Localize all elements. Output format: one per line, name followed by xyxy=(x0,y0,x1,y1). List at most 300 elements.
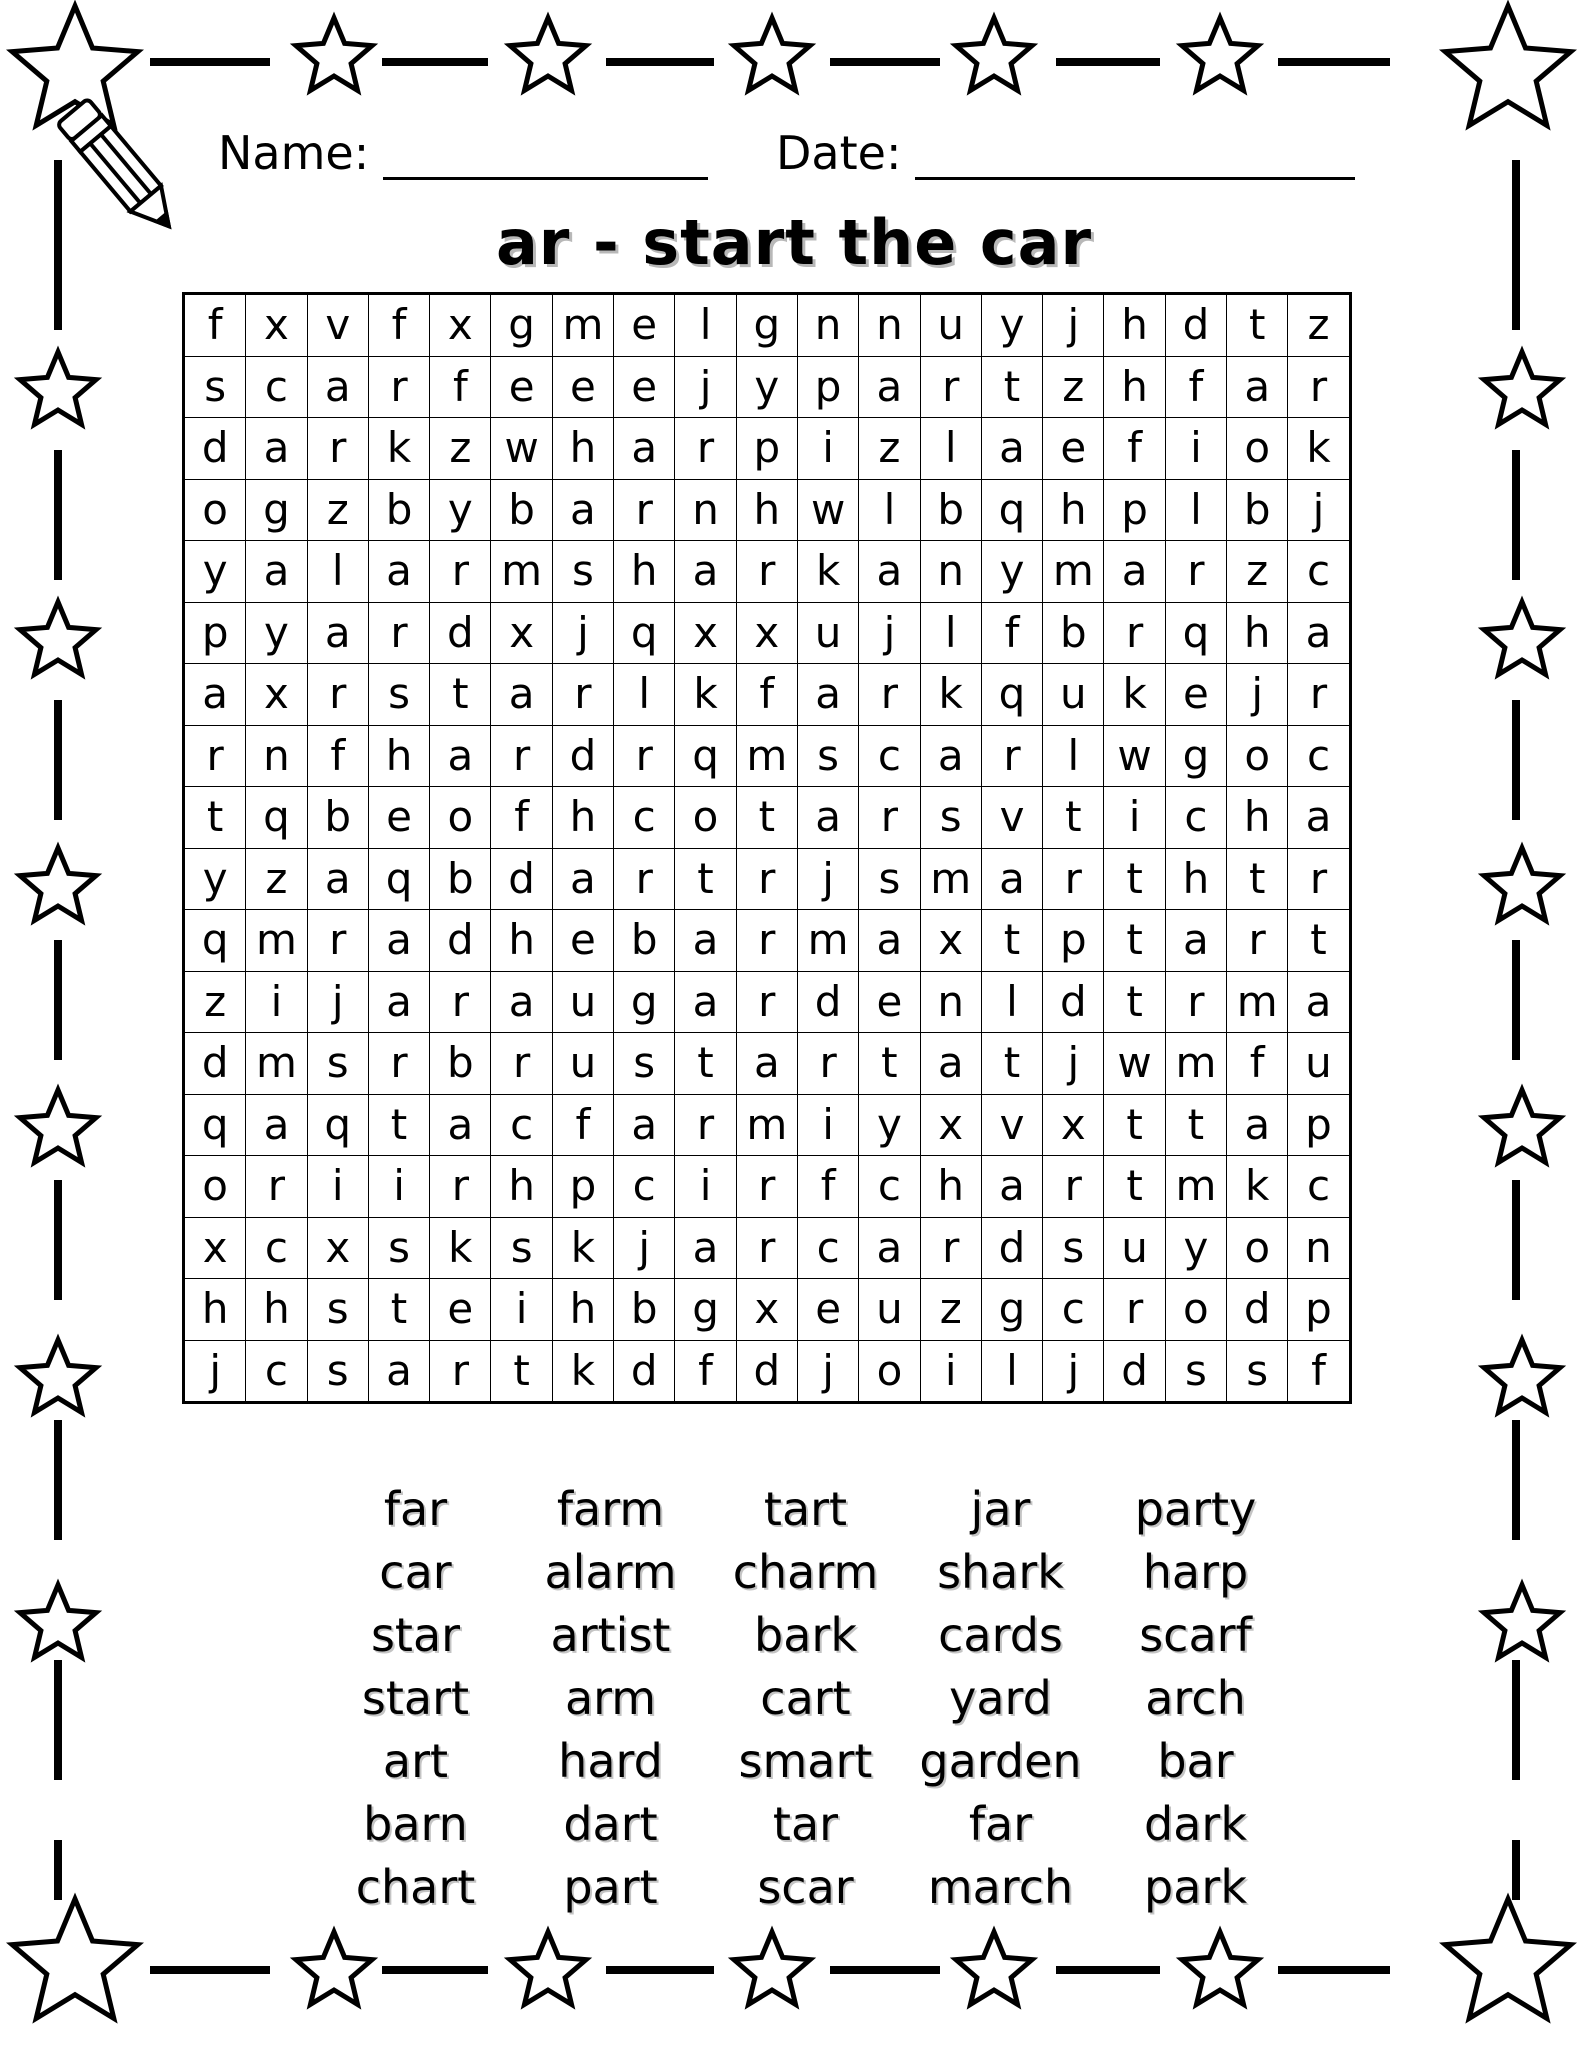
grid-cell[interactable]: r xyxy=(368,602,429,664)
grid-cell[interactable]: s xyxy=(307,1340,368,1403)
grid-cell[interactable]: c xyxy=(491,1094,552,1156)
grid-cell[interactable]: h xyxy=(1165,848,1226,910)
grid-cell[interactable]: d xyxy=(184,418,246,480)
grid-cell[interactable]: x xyxy=(184,1217,246,1279)
grid-cell[interactable]: a xyxy=(552,479,613,541)
grid-cell[interactable]: l xyxy=(981,1340,1042,1403)
grid-cell[interactable]: u xyxy=(920,294,981,357)
grid-cell[interactable]: m xyxy=(1165,1156,1226,1218)
grid-cell[interactable]: i xyxy=(797,1094,858,1156)
grid-cell[interactable]: k xyxy=(675,664,736,726)
grid-cell[interactable]: e xyxy=(491,356,552,418)
grid-cell[interactable]: f xyxy=(1227,1033,1288,1095)
grid-cell[interactable]: b xyxy=(307,787,368,849)
grid-cell[interactable]: q xyxy=(184,910,246,972)
grid-cell[interactable]: c xyxy=(1288,725,1350,787)
grid-cell[interactable]: a xyxy=(859,356,920,418)
grid-cell[interactable]: a xyxy=(859,1217,920,1279)
grid-cell[interactable]: q xyxy=(614,602,675,664)
grid-cell[interactable]: r xyxy=(368,356,429,418)
grid-cell[interactable]: v xyxy=(981,1094,1042,1156)
grid-cell[interactable]: e xyxy=(797,1279,858,1341)
grid-cell[interactable]: r xyxy=(1288,356,1350,418)
grid-cell[interactable]: x xyxy=(491,602,552,664)
grid-cell[interactable]: s xyxy=(1043,1217,1104,1279)
grid-cell[interactable]: c xyxy=(1288,1156,1350,1218)
date-blank[interactable] xyxy=(915,133,1355,180)
grid-cell[interactable]: t xyxy=(1104,1094,1165,1156)
grid-cell[interactable]: r xyxy=(675,418,736,480)
grid-cell[interactable]: l xyxy=(859,479,920,541)
grid-cell[interactable]: a xyxy=(491,664,552,726)
grid-cell[interactable]: r xyxy=(981,725,1042,787)
grid-cell[interactable]: l xyxy=(981,971,1042,1033)
grid-cell[interactable]: a xyxy=(981,418,1042,480)
grid-cell[interactable]: y xyxy=(981,294,1042,357)
grid-cell[interactable]: n xyxy=(1288,1217,1350,1279)
grid-cell[interactable]: o xyxy=(1227,725,1288,787)
grid-cell[interactable]: q xyxy=(184,1094,246,1156)
grid-cell[interactable]: p xyxy=(1043,910,1104,972)
grid-cell[interactable]: r xyxy=(614,848,675,910)
grid-cell[interactable]: a xyxy=(430,1094,491,1156)
grid-cell[interactable]: r xyxy=(1227,910,1288,972)
grid-cell[interactable]: r xyxy=(307,910,368,972)
grid-cell[interactable]: o xyxy=(184,479,246,541)
grid-cell[interactable]: a xyxy=(614,1094,675,1156)
grid-cell[interactable]: n xyxy=(859,294,920,357)
grid-cell[interactable]: j xyxy=(1288,479,1350,541)
grid-cell[interactable]: i xyxy=(368,1156,429,1218)
grid-cell[interactable]: q xyxy=(307,1094,368,1156)
grid-cell[interactable]: k xyxy=(1104,664,1165,726)
grid-cell[interactable]: k xyxy=(1288,418,1350,480)
grid-cell[interactable]: u xyxy=(1288,1033,1350,1095)
grid-cell[interactable]: a xyxy=(675,541,736,603)
grid-cell[interactable]: r xyxy=(736,1156,797,1218)
grid-cell[interactable]: i xyxy=(675,1156,736,1218)
grid-cell[interactable]: f xyxy=(797,1156,858,1218)
grid-cell[interactable]: k xyxy=(552,1340,613,1403)
grid-cell[interactable]: r xyxy=(552,664,613,726)
grid-cell[interactable]: h xyxy=(1043,479,1104,541)
grid-cell[interactable]: k xyxy=(797,541,858,603)
grid-cell[interactable]: a xyxy=(184,664,246,726)
grid-cell[interactable]: x xyxy=(430,294,491,357)
grid-cell[interactable]: t xyxy=(1104,848,1165,910)
grid-cell[interactable]: d xyxy=(430,602,491,664)
grid-cell[interactable]: b xyxy=(614,1279,675,1341)
grid-cell[interactable]: v xyxy=(981,787,1042,849)
grid-cell[interactable]: h xyxy=(920,1156,981,1218)
grid-cell[interactable]: a xyxy=(430,725,491,787)
grid-cell[interactable]: s xyxy=(1165,1340,1226,1403)
grid-cell[interactable]: l xyxy=(1165,479,1226,541)
grid-cell[interactable]: t xyxy=(1227,848,1288,910)
grid-cell[interactable]: j xyxy=(552,602,613,664)
grid-cell[interactable]: t xyxy=(368,1279,429,1341)
grid-cell[interactable]: y xyxy=(430,479,491,541)
grid-cell[interactable]: q xyxy=(246,787,307,849)
grid-cell[interactable]: r xyxy=(614,479,675,541)
grid-cell[interactable]: y xyxy=(184,541,246,603)
grid-cell[interactable]: a xyxy=(981,1156,1042,1218)
grid-cell[interactable]: r xyxy=(1165,541,1226,603)
grid-cell[interactable]: e xyxy=(552,356,613,418)
grid-cell[interactable]: i xyxy=(1165,418,1226,480)
grid-cell[interactable]: u xyxy=(1043,664,1104,726)
grid-cell[interactable]: l xyxy=(920,602,981,664)
grid-cell[interactable]: m xyxy=(246,910,307,972)
grid-cell[interactable]: m xyxy=(1043,541,1104,603)
grid-cell[interactable]: a xyxy=(859,910,920,972)
grid-cell[interactable]: f xyxy=(1288,1340,1350,1403)
grid-cell[interactable]: j xyxy=(184,1340,246,1403)
grid-cell[interactable]: t xyxy=(1165,1094,1226,1156)
grid-cell[interactable]: r xyxy=(430,1156,491,1218)
grid-cell[interactable]: t xyxy=(981,910,1042,972)
grid-cell[interactable]: q xyxy=(368,848,429,910)
grid-cell[interactable]: i xyxy=(1104,787,1165,849)
grid-cell[interactable]: o xyxy=(1227,1217,1288,1279)
grid-cell[interactable]: y xyxy=(859,1094,920,1156)
grid-cell[interactable]: t xyxy=(981,356,1042,418)
grid-cell[interactable]: h xyxy=(614,541,675,603)
grid-cell[interactable]: l xyxy=(920,418,981,480)
grid-cell[interactable]: a xyxy=(1288,602,1350,664)
grid-cell[interactable]: p xyxy=(552,1156,613,1218)
grid-cell[interactable]: o xyxy=(675,787,736,849)
grid-cell[interactable]: d xyxy=(1104,1340,1165,1403)
grid-cell[interactable]: r xyxy=(859,787,920,849)
grid-cell[interactable]: l xyxy=(307,541,368,603)
grid-cell[interactable]: j xyxy=(1227,664,1288,726)
grid-cell[interactable]: o xyxy=(859,1340,920,1403)
grid-cell[interactable]: a xyxy=(368,910,429,972)
grid-cell[interactable]: n xyxy=(920,971,981,1033)
grid-cell[interactable]: q xyxy=(981,479,1042,541)
grid-cell[interactable]: a xyxy=(1104,541,1165,603)
grid-cell[interactable]: j xyxy=(797,1340,858,1403)
grid-cell[interactable]: m xyxy=(491,541,552,603)
grid-cell[interactable]: k xyxy=(1227,1156,1288,1218)
grid-cell[interactable]: r xyxy=(1165,971,1226,1033)
grid-cell[interactable]: d xyxy=(430,910,491,972)
grid-cell[interactable]: r xyxy=(1043,1156,1104,1218)
grid-cell[interactable]: r xyxy=(736,1217,797,1279)
grid-cell[interactable]: s xyxy=(368,1217,429,1279)
grid-cell[interactable]: f xyxy=(491,787,552,849)
grid-cell[interactable]: v xyxy=(307,294,368,357)
grid-cell[interactable]: g xyxy=(736,294,797,357)
grid-cell[interactable]: s xyxy=(859,848,920,910)
grid-cell[interactable]: s xyxy=(1227,1340,1288,1403)
grid-cell[interactable]: a xyxy=(246,541,307,603)
grid-cell[interactable]: d xyxy=(552,725,613,787)
grid-cell[interactable]: r xyxy=(920,1217,981,1279)
grid-cell[interactable]: d xyxy=(614,1340,675,1403)
grid-cell[interactable]: m xyxy=(736,725,797,787)
grid-cell[interactable]: c xyxy=(1165,787,1226,849)
grid-cell[interactable]: y xyxy=(981,541,1042,603)
grid-cell[interactable]: z xyxy=(184,971,246,1033)
grid-cell[interactable]: a xyxy=(675,971,736,1033)
grid-cell[interactable]: i xyxy=(491,1279,552,1341)
grid-cell[interactable]: s xyxy=(614,1033,675,1095)
grid-cell[interactable]: i xyxy=(246,971,307,1033)
grid-cell[interactable]: q xyxy=(675,725,736,787)
grid-cell[interactable]: o xyxy=(1227,418,1288,480)
grid-cell[interactable]: b xyxy=(430,1033,491,1095)
grid-cell[interactable]: a xyxy=(1227,356,1288,418)
grid-cell[interactable]: a xyxy=(614,418,675,480)
grid-cell[interactable]: f xyxy=(368,294,429,357)
grid-cell[interactable]: t xyxy=(1227,294,1288,357)
grid-cell[interactable]: z xyxy=(1288,294,1350,357)
grid-cell[interactable]: c xyxy=(246,1340,307,1403)
grid-cell[interactable]: j xyxy=(797,848,858,910)
grid-cell[interactable]: e xyxy=(368,787,429,849)
grid-cell[interactable]: t xyxy=(1104,1156,1165,1218)
grid-cell[interactable]: o xyxy=(430,787,491,849)
grid-cell[interactable]: t xyxy=(430,664,491,726)
grid-cell[interactable]: g xyxy=(491,294,552,357)
grid-cell[interactable]: p xyxy=(797,356,858,418)
grid-cell[interactable]: m xyxy=(552,294,613,357)
grid-cell[interactable]: j xyxy=(859,602,920,664)
grid-cell[interactable]: i xyxy=(307,1156,368,1218)
grid-cell[interactable]: f xyxy=(430,356,491,418)
grid-cell[interactable]: g xyxy=(675,1279,736,1341)
grid-cell[interactable]: r xyxy=(1288,664,1350,726)
grid-cell[interactable]: r xyxy=(1043,848,1104,910)
grid-cell[interactable]: l xyxy=(1043,725,1104,787)
grid-cell[interactable]: a xyxy=(368,971,429,1033)
grid-cell[interactable]: r xyxy=(307,664,368,726)
grid-cell[interactable]: h xyxy=(1104,294,1165,357)
grid-cell[interactable]: t xyxy=(1043,787,1104,849)
grid-cell[interactable]: r xyxy=(1104,1279,1165,1341)
grid-cell[interactable]: i xyxy=(797,418,858,480)
grid-cell[interactable]: q xyxy=(981,664,1042,726)
grid-cell[interactable]: j xyxy=(614,1217,675,1279)
grid-cell[interactable]: k xyxy=(920,664,981,726)
grid-cell[interactable]: a xyxy=(920,725,981,787)
grid-cell[interactable]: t xyxy=(981,1033,1042,1095)
grid-cell[interactable]: t xyxy=(491,1340,552,1403)
grid-cell[interactable]: j xyxy=(307,971,368,1033)
grid-cell[interactable]: r xyxy=(1104,602,1165,664)
grid-cell[interactable]: g xyxy=(981,1279,1042,1341)
grid-cell[interactable]: c xyxy=(1043,1279,1104,1341)
grid-cell[interactable]: u xyxy=(552,971,613,1033)
grid-cell[interactable]: m xyxy=(1227,971,1288,1033)
grid-cell[interactable]: d xyxy=(1165,294,1226,357)
grid-cell[interactable]: r xyxy=(430,541,491,603)
grid-cell[interactable]: u xyxy=(552,1033,613,1095)
grid-cell[interactable]: m xyxy=(1165,1033,1226,1095)
grid-cell[interactable]: h xyxy=(491,1156,552,1218)
grid-cell[interactable]: z xyxy=(1227,541,1288,603)
grid-cell[interactable]: g xyxy=(614,971,675,1033)
grid-cell[interactable]: p xyxy=(1104,479,1165,541)
grid-cell[interactable]: r xyxy=(368,1033,429,1095)
grid-cell[interactable]: e xyxy=(430,1279,491,1341)
grid-cell[interactable]: e xyxy=(859,971,920,1033)
grid-cell[interactable]: k xyxy=(368,418,429,480)
grid-cell[interactable]: e xyxy=(552,910,613,972)
grid-cell[interactable]: a xyxy=(246,1094,307,1156)
grid-cell[interactable]: r xyxy=(430,1340,491,1403)
grid-cell[interactable]: f xyxy=(675,1340,736,1403)
grid-cell[interactable]: a xyxy=(368,1340,429,1403)
grid-cell[interactable]: a xyxy=(920,1033,981,1095)
grid-cell[interactable]: a xyxy=(981,848,1042,910)
grid-cell[interactable]: x xyxy=(920,1094,981,1156)
grid-cell[interactable]: r xyxy=(491,725,552,787)
grid-cell[interactable]: d xyxy=(1227,1279,1288,1341)
grid-cell[interactable]: s xyxy=(368,664,429,726)
grid-cell[interactable]: t xyxy=(859,1033,920,1095)
grid-cell[interactable]: n xyxy=(246,725,307,787)
grid-cell[interactable]: u xyxy=(797,602,858,664)
grid-cell[interactable]: p xyxy=(184,602,246,664)
grid-cell[interactable]: a xyxy=(1165,910,1226,972)
grid-cell[interactable]: x xyxy=(246,294,307,357)
grid-cell[interactable]: a xyxy=(1288,787,1350,849)
grid-cell[interactable]: u xyxy=(1104,1217,1165,1279)
grid-cell[interactable]: r xyxy=(246,1156,307,1218)
grid-cell[interactable]: p xyxy=(1288,1279,1350,1341)
grid-cell[interactable]: z xyxy=(430,418,491,480)
grid-cell[interactable]: k xyxy=(430,1217,491,1279)
grid-cell[interactable]: c xyxy=(859,725,920,787)
grid-cell[interactable]: c xyxy=(614,1156,675,1218)
grid-cell[interactable]: m xyxy=(736,1094,797,1156)
grid-cell[interactable]: b xyxy=(920,479,981,541)
grid-cell[interactable]: u xyxy=(859,1279,920,1341)
grid-cell[interactable]: y xyxy=(246,602,307,664)
grid-cell[interactable]: b xyxy=(491,479,552,541)
grid-cell[interactable]: s xyxy=(920,787,981,849)
grid-cell[interactable]: a xyxy=(859,541,920,603)
grid-cell[interactable]: w xyxy=(797,479,858,541)
grid-cell[interactable]: e xyxy=(1043,418,1104,480)
grid-cell[interactable]: o xyxy=(184,1156,246,1218)
grid-cell[interactable]: f xyxy=(1165,356,1226,418)
grid-cell[interactable]: r xyxy=(1288,848,1350,910)
grid-cell[interactable]: c xyxy=(246,356,307,418)
grid-cell[interactable]: i xyxy=(920,1340,981,1403)
grid-cell[interactable]: b xyxy=(1227,479,1288,541)
grid-cell[interactable]: s xyxy=(797,725,858,787)
grid-cell[interactable]: r xyxy=(736,910,797,972)
grid-cell[interactable]: h xyxy=(1104,356,1165,418)
grid-cell[interactable]: m xyxy=(246,1033,307,1095)
grid-cell[interactable]: a xyxy=(675,1217,736,1279)
grid-cell[interactable]: t xyxy=(675,1033,736,1095)
grid-cell[interactable]: f xyxy=(184,294,246,357)
grid-cell[interactable]: w xyxy=(1104,1033,1165,1095)
grid-cell[interactable]: c xyxy=(859,1156,920,1218)
grid-cell[interactable]: f xyxy=(1104,418,1165,480)
grid-cell[interactable]: d xyxy=(736,1340,797,1403)
grid-cell[interactable]: r xyxy=(736,971,797,1033)
grid-cell[interactable]: k xyxy=(552,1217,613,1279)
grid-cell[interactable]: a xyxy=(307,602,368,664)
grid-cell[interactable]: r xyxy=(430,971,491,1033)
grid-cell[interactable]: b xyxy=(614,910,675,972)
grid-cell[interactable]: h xyxy=(736,479,797,541)
grid-cell[interactable]: n xyxy=(675,479,736,541)
grid-cell[interactable]: w xyxy=(1104,725,1165,787)
grid-cell[interactable]: a xyxy=(1227,1094,1288,1156)
grid-cell[interactable]: c xyxy=(797,1217,858,1279)
grid-cell[interactable]: r xyxy=(859,664,920,726)
grid-cell[interactable]: x xyxy=(675,602,736,664)
grid-cell[interactable]: a xyxy=(307,848,368,910)
grid-cell[interactable]: a xyxy=(675,910,736,972)
grid-cell[interactable]: t xyxy=(1104,971,1165,1033)
grid-cell[interactable]: c xyxy=(246,1217,307,1279)
grid-cell[interactable]: b xyxy=(1043,602,1104,664)
grid-cell[interactable]: f xyxy=(552,1094,613,1156)
grid-cell[interactable]: z xyxy=(920,1279,981,1341)
grid-cell[interactable]: r xyxy=(614,725,675,787)
grid-cell[interactable]: t xyxy=(184,787,246,849)
grid-cell[interactable]: a xyxy=(797,787,858,849)
grid-cell[interactable]: r xyxy=(797,1033,858,1095)
grid-cell[interactable]: b xyxy=(430,848,491,910)
grid-cell[interactable]: d xyxy=(1043,971,1104,1033)
grid-cell[interactable]: s xyxy=(491,1217,552,1279)
grid-cell[interactable]: y xyxy=(184,848,246,910)
grid-cell[interactable]: h xyxy=(552,787,613,849)
grid-cell[interactable]: x xyxy=(1043,1094,1104,1156)
grid-cell[interactable]: h xyxy=(1227,787,1288,849)
grid-cell[interactable]: b xyxy=(368,479,429,541)
grid-cell[interactable]: z xyxy=(307,479,368,541)
grid-cell[interactable]: h xyxy=(552,1279,613,1341)
grid-cell[interactable]: h xyxy=(246,1279,307,1341)
grid-cell[interactable]: d xyxy=(797,971,858,1033)
grid-cell[interactable]: x xyxy=(920,910,981,972)
grid-cell[interactable]: j xyxy=(1043,1033,1104,1095)
grid-cell[interactable]: d xyxy=(981,1217,1042,1279)
grid-cell[interactable]: r xyxy=(920,356,981,418)
grid-cell[interactable]: m xyxy=(797,910,858,972)
grid-cell[interactable]: z xyxy=(1043,356,1104,418)
grid-cell[interactable]: q xyxy=(1165,602,1226,664)
grid-cell[interactable]: h xyxy=(184,1279,246,1341)
grid-cell[interactable]: s xyxy=(184,356,246,418)
grid-cell[interactable]: h xyxy=(552,418,613,480)
grid-cell[interactable]: g xyxy=(1165,725,1226,787)
grid-cell[interactable]: r xyxy=(736,848,797,910)
grid-cell[interactable]: y xyxy=(1165,1217,1226,1279)
date-field[interactable] xyxy=(776,110,1355,180)
grid-cell[interactable]: t xyxy=(368,1094,429,1156)
grid-cell[interactable]: r xyxy=(675,1094,736,1156)
grid-cell[interactable]: x xyxy=(307,1217,368,1279)
grid-cell[interactable]: e xyxy=(614,356,675,418)
grid-cell[interactable]: j xyxy=(1043,294,1104,357)
grid-cell[interactable]: a xyxy=(1288,971,1350,1033)
grid-cell[interactable]: a xyxy=(797,664,858,726)
grid-cell[interactable]: t xyxy=(1104,910,1165,972)
grid-cell[interactable]: s xyxy=(307,1033,368,1095)
grid-cell[interactable]: h xyxy=(1227,602,1288,664)
